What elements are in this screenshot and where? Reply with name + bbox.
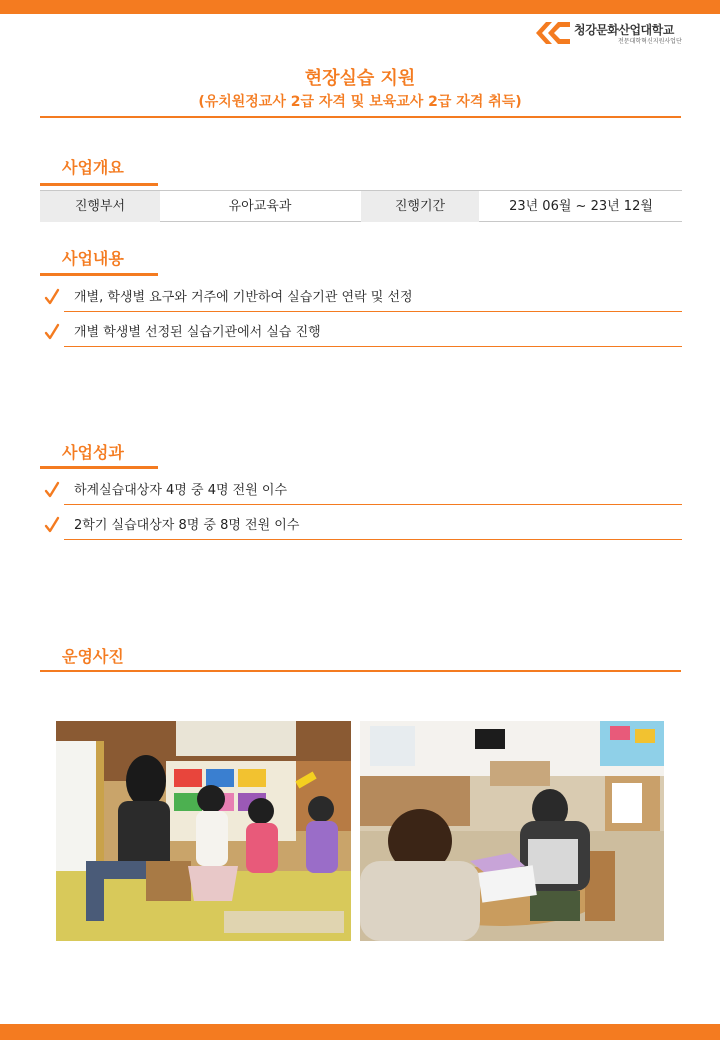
ck-logo-icon — [534, 20, 572, 46]
logo-name: 청강문화산업대학교 — [574, 23, 674, 37]
period-label: 진행기간 — [361, 191, 479, 222]
university-logo — [534, 20, 710, 46]
top-accent-bar — [0, 0, 720, 14]
period-value: 23년 06월 ~ 23년 12월 — [509, 199, 653, 214]
list-item — [44, 282, 682, 312]
page-title: 현장실습 지원 — [304, 68, 416, 89]
results-heading: 사업성과 — [62, 443, 124, 462]
item-divider — [64, 346, 682, 347]
checkmark-icon — [44, 323, 60, 341]
results-item-text: 하계실습대상자 4명 중 4명 전원 이수 — [74, 483, 288, 498]
bottom-accent-bar — [0, 1024, 720, 1040]
overview-underline — [40, 183, 158, 186]
checkmark-icon — [44, 481, 60, 499]
page-subtitle: (유치원정교사 2급 자격 및 보육교사 2급 자격 취득) — [198, 94, 522, 110]
item-divider — [64, 539, 682, 540]
classroom-practice-photo — [56, 721, 351, 941]
student-consultation-photo — [360, 721, 664, 941]
dept-label: 진행부서 — [40, 191, 160, 222]
overview-heading: 사업개요 — [62, 158, 124, 177]
content-item-text: 개별 학생별 선정된 실습기관에서 실습 진행 — [74, 325, 321, 340]
overview-table — [40, 190, 682, 222]
photos-divider — [40, 670, 681, 672]
checkmark-icon — [44, 288, 60, 306]
list-item — [44, 317, 682, 347]
dept-value: 유아교육과 — [228, 199, 292, 214]
content-underline — [40, 273, 158, 276]
results-item-text: 2학기 실습대상자 8명 중 8명 전원 이수 — [74, 518, 300, 533]
logo-subtitle: 전문대학혁신지원사업단 — [618, 38, 682, 45]
item-divider — [64, 311, 682, 312]
results-underline — [40, 466, 158, 469]
list-item — [44, 510, 682, 540]
photos-heading: 운영사진 — [62, 647, 124, 666]
title-divider — [40, 116, 681, 118]
list-item — [44, 475, 682, 505]
checkmark-icon — [44, 516, 60, 534]
content-heading: 사업내용 — [62, 249, 124, 268]
item-divider — [64, 504, 682, 505]
content-item-text: 개별, 학생별 요구와 거주에 기반하여 실습기관 연락 및 선정 — [74, 290, 413, 305]
